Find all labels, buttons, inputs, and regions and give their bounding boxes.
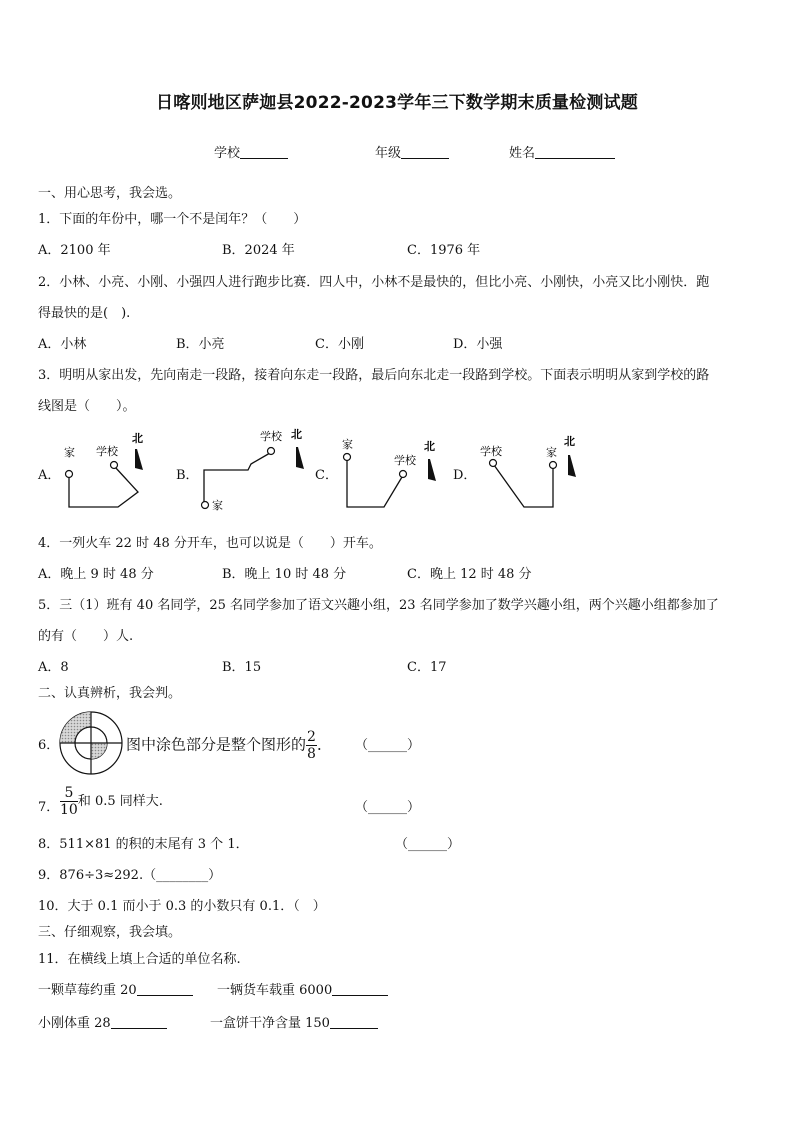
name-blank[interactable] [535, 144, 615, 159]
q3-line-2: 线图是（ ）。 [38, 399, 136, 414]
q3-route-diagrams [0, 425, 794, 525]
route-d-home-label: 家 [546, 446, 557, 459]
route-c-school-label: 学校 [394, 454, 416, 467]
q6-fraction-denominator: 8 [307, 746, 316, 762]
school-label: 学校 [214, 146, 241, 161]
q6-answer-blank[interactable]: （______） [355, 738, 421, 753]
route-d-school-label: 学校 [480, 445, 502, 458]
q11-item-1-blank[interactable] [137, 981, 193, 996]
q11-item-4-text: 一盒饼干净含量 150 [210, 1016, 330, 1031]
section-1-heading: 一、用心思考，我会选。 [38, 186, 182, 201]
route-a [64, 432, 143, 507]
q11-item-2-text: 一辆货车载重 6000 [217, 983, 333, 998]
q1-stem: 1．下面的年份中，哪一个不是闰年？（ ） [38, 212, 307, 227]
q8-stem: 8．511×81 的积的末尾有 3 个 1． [38, 837, 249, 852]
q3-option-c[interactable]: C． [315, 468, 338, 483]
q3-line-1: 3．明明从家出发，先向南走一段路，接着向东走一段路，最后向东北走一段路到学校。下面表示明明从家到学校的路 [38, 368, 710, 383]
route-c-home-label: 家 [342, 438, 353, 451]
route-b-home-label: 家 [212, 499, 223, 512]
q2-line-2: 得最快的是( ). [38, 306, 131, 321]
q3-option-d[interactable]: D． [453, 468, 477, 483]
q7-number: 7． [38, 800, 60, 815]
q6-fraction [306, 730, 317, 761]
q1-option-a[interactable]: A．2100 年 [38, 243, 111, 258]
q7-fraction-numerator: 5 [60, 786, 78, 802]
section-2-heading: 二、认真辨析，我会判。 [38, 686, 182, 701]
q6-text: 图中涂色部分是整个图形的 [126, 735, 307, 754]
q3-option-b[interactable]: B． [176, 468, 199, 483]
north-arrow-icon [135, 449, 143, 470]
q6-shaded-circle-figure [58, 710, 124, 776]
q7-fraction-denominator: 10 [60, 802, 78, 818]
q6-number: 6． [38, 738, 60, 753]
q4-option-b[interactable]: B．晚上 10 时 48 分 [222, 567, 347, 582]
section-3-heading: 三、仔细观察，我会填。 [38, 925, 182, 940]
route-a-north-label: 北 [132, 432, 143, 445]
school-blank[interactable] [240, 144, 288, 159]
q2-option-b[interactable]: B．小亮 [176, 337, 225, 352]
route-d-north-label: 北 [564, 435, 575, 448]
q4-stem: 4．一列火车 22 时 48 分开车，也可以说是（ ）开车。 [38, 536, 382, 551]
q11-item-4-blank[interactable] [330, 1014, 378, 1029]
q11-item-3-blank[interactable] [111, 1014, 167, 1029]
route-c-north-label: 北 [424, 440, 435, 453]
route-b-school-label: 学校 [260, 430, 282, 443]
q2-option-a[interactable]: A．小林 [38, 337, 87, 352]
q7-statement [60, 786, 163, 817]
route-b [202, 428, 305, 512]
q4-option-c[interactable]: C．晚上 12 时 48 分 [407, 567, 532, 582]
q9-stem: 9．876÷3≈292.（________） [38, 868, 222, 883]
school-field [214, 142, 288, 161]
q5-option-c[interactable]: C．17 [407, 660, 447, 675]
q11-item-3-text: 小刚体重 28 [38, 1016, 111, 1031]
page-title: 日喀则地区萨迦县2022-2023学年三下数学期末质量检测试题 [156, 93, 638, 113]
q2-option-d[interactable]: D．小强 [453, 337, 503, 352]
q1-option-b[interactable]: B．2024 年 [222, 243, 295, 258]
north-arrow-icon [568, 455, 576, 477]
q11-item-2 [217, 979, 388, 998]
route-d [480, 435, 576, 507]
q2-option-c[interactable]: C．小刚 [315, 337, 364, 352]
north-arrow-icon [296, 447, 304, 469]
route-a-home-label: 家 [64, 446, 75, 459]
q1-option-c[interactable]: C．1976 年 [407, 243, 481, 258]
q4-option-a[interactable]: A．晚上 9 时 48 分 [38, 567, 154, 582]
q2-line-1: 2．小林、小亮、小刚、小强四人进行跑步比赛．四人中，小林不是最快的，但比小亮、小刚快，小亮又比小刚快．跑 [38, 275, 710, 290]
q5-option-a[interactable]: A．8 [38, 660, 69, 675]
q7-text: 和 0.5 同样大. [77, 794, 163, 809]
grade-label: 年级 [375, 146, 402, 161]
q3-option-a[interactable]: A． [38, 468, 61, 483]
grade-field [375, 142, 449, 161]
q11-item-3 [38, 1012, 167, 1031]
grade-blank[interactable] [401, 144, 449, 159]
q6-statement [126, 730, 332, 761]
q5-option-b[interactable]: B．15 [222, 660, 262, 675]
q11-item-1 [38, 979, 193, 998]
q11-stem: 11．在横线上填上合适的单位名称. [38, 952, 241, 967]
q10-stem: 10．大于 0.1 而小于 0.3 的小数只有 0.1．（ ） [38, 899, 326, 914]
route-b-north-label: 北 [291, 428, 302, 441]
route-a-school-label: 学校 [96, 445, 118, 458]
q11-item-2-blank[interactable] [332, 981, 388, 996]
q6-tail: ． [316, 735, 332, 754]
name-label: 姓名 [509, 146, 536, 161]
q6-fraction-numerator: 2 [307, 729, 316, 745]
q8-answer-blank[interactable]: （______） [395, 837, 461, 852]
q5-line-1: 5．三（1）班有 40 名同学，25 名同学参加了语文兴趣小组，23 名同学参加了数学兴趣小组，两个兴趣小组都参加了 [38, 598, 719, 613]
name-field [509, 142, 615, 161]
q5-line-2: 的有（ ）人. [38, 629, 134, 644]
q11-item-4 [210, 1012, 378, 1031]
q7-fraction [60, 786, 78, 817]
q7-answer-blank[interactable]: （______） [355, 800, 421, 815]
route-c [342, 437, 436, 507]
q11-item-1-text: 一颗草莓约重 20 [38, 983, 137, 998]
north-arrow-icon [428, 459, 436, 481]
